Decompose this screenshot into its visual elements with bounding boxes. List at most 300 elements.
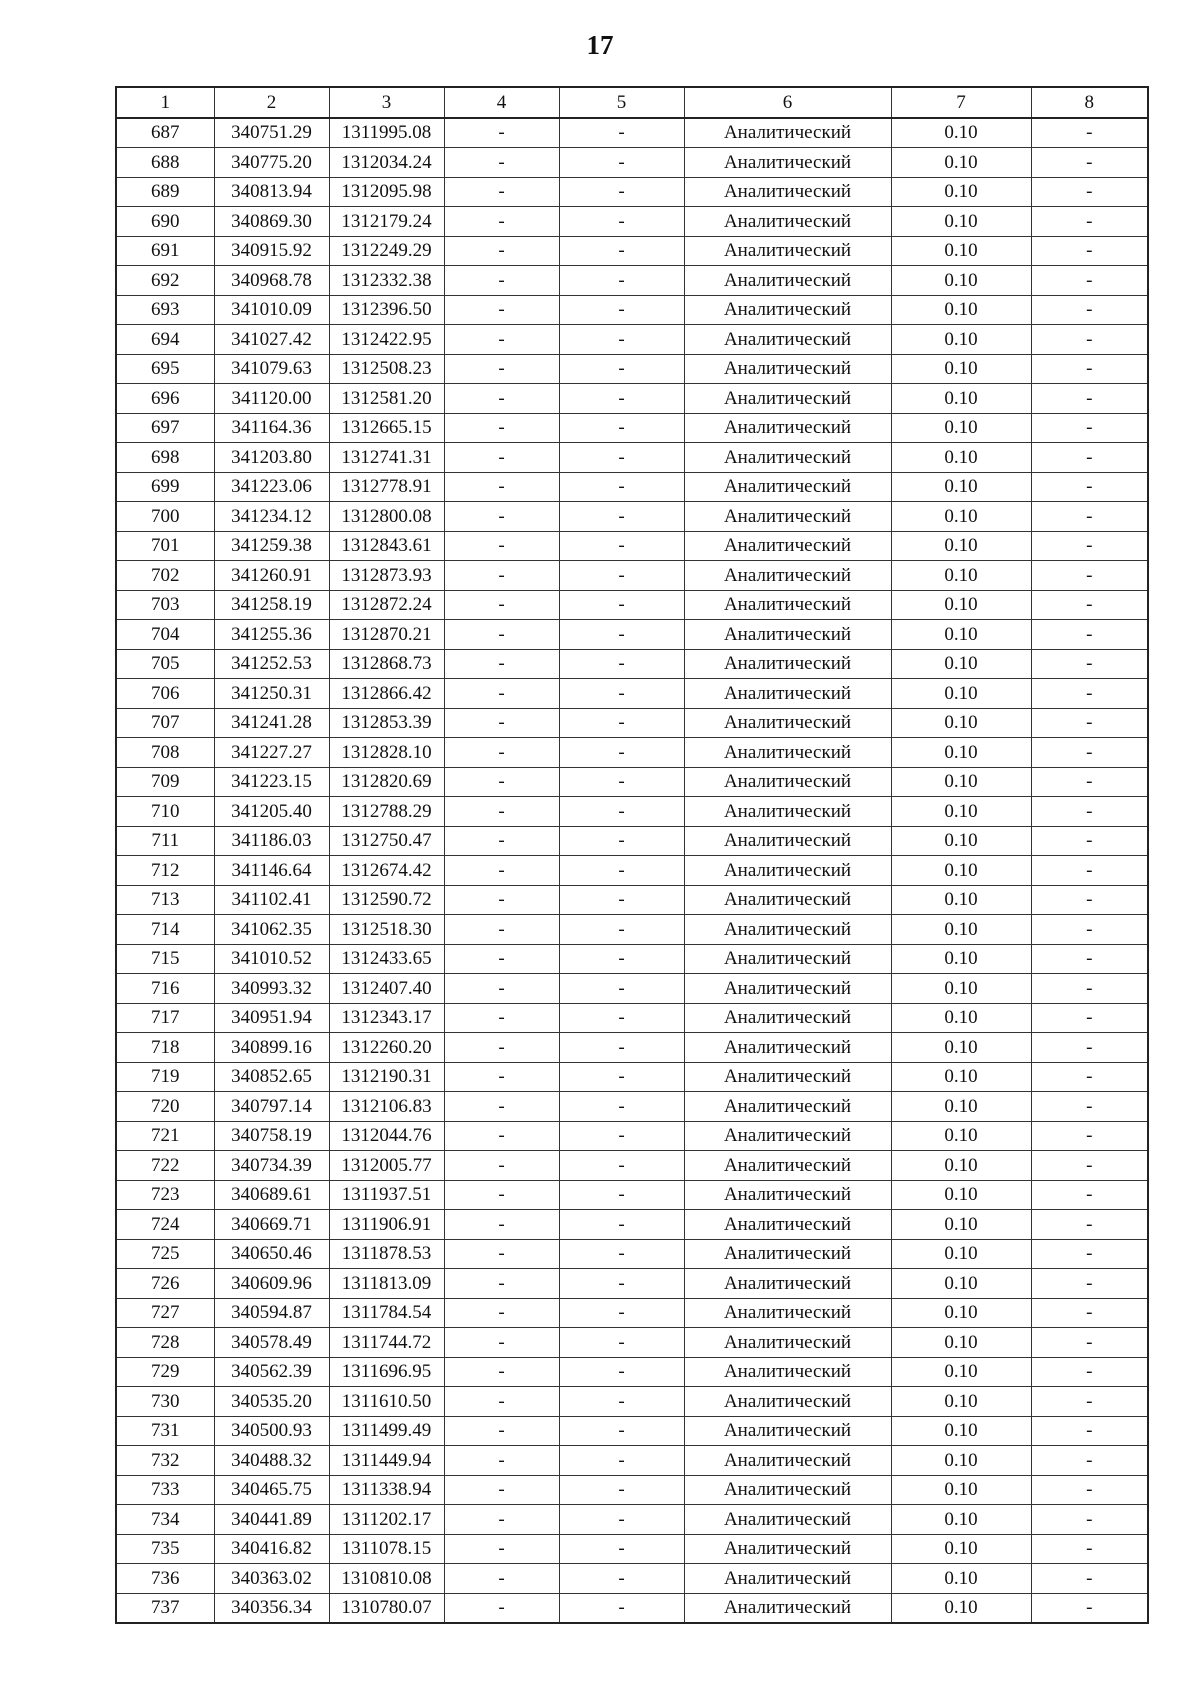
table-row — [116, 738, 1148, 768]
column-4-cell: - — [444, 620, 559, 650]
x-coordinate-cell: 340852.65 — [214, 1062, 329, 1092]
column-4-cell: - — [444, 1180, 559, 1210]
column-5-cell: - — [559, 1062, 684, 1092]
point-number-cell: 688 — [116, 148, 214, 178]
point-number-cell: 693 — [116, 295, 214, 325]
y-coordinate-cell: 1311449.94 — [329, 1446, 444, 1476]
point-number-cell: 715 — [116, 944, 214, 974]
column-8-cell: - — [1031, 1092, 1148, 1122]
accuracy-cell: 0.10 — [891, 472, 1031, 502]
x-coordinate-cell: 341010.09 — [214, 295, 329, 325]
x-coordinate-cell: 341259.38 — [214, 531, 329, 561]
method-cell: Аналитический — [684, 797, 891, 827]
x-coordinate-cell: 341234.12 — [214, 502, 329, 532]
y-coordinate-cell: 1312872.24 — [329, 590, 444, 620]
column-8-cell: - — [1031, 1505, 1148, 1535]
table-row — [116, 561, 1148, 591]
column-4-cell: - — [444, 1239, 559, 1269]
table-row — [116, 325, 1148, 355]
column-8-cell: - — [1031, 413, 1148, 443]
column-8-cell: - — [1031, 1033, 1148, 1063]
y-coordinate-cell: 1312800.08 — [329, 502, 444, 532]
accuracy-cell: 0.10 — [891, 974, 1031, 1004]
x-coordinate-cell: 340734.39 — [214, 1151, 329, 1181]
column-4-cell: - — [444, 1593, 559, 1623]
method-cell: Аналитический — [684, 826, 891, 856]
column-5-cell: - — [559, 413, 684, 443]
column-4-cell: - — [444, 856, 559, 886]
column-5-cell: - — [559, 708, 684, 738]
point-number-cell: 700 — [116, 502, 214, 532]
x-coordinate-cell: 340488.32 — [214, 1446, 329, 1476]
column-4-cell: - — [444, 767, 559, 797]
column-8-cell: - — [1031, 1151, 1148, 1181]
x-coordinate-cell: 341186.03 — [214, 826, 329, 856]
column-5-cell: - — [559, 738, 684, 768]
table-row — [116, 620, 1148, 650]
y-coordinate-cell: 1312260.20 — [329, 1033, 444, 1063]
column-5-cell: - — [559, 679, 684, 709]
point-number-cell: 698 — [116, 443, 214, 473]
accuracy-cell: 0.10 — [891, 1033, 1031, 1063]
table-row — [116, 1534, 1148, 1564]
column-8-cell: - — [1031, 590, 1148, 620]
y-coordinate-cell: 1311338.94 — [329, 1475, 444, 1505]
table-row — [116, 767, 1148, 797]
column-8-cell: - — [1031, 1298, 1148, 1328]
column-4-cell: - — [444, 1475, 559, 1505]
column-5-cell: - — [559, 1210, 684, 1240]
column-8-cell: - — [1031, 1210, 1148, 1240]
point-number-cell: 699 — [116, 472, 214, 502]
y-coordinate-cell: 1311202.17 — [329, 1505, 444, 1535]
point-number-cell: 722 — [116, 1151, 214, 1181]
table-row — [116, 944, 1148, 974]
column-5-cell: - — [559, 1121, 684, 1151]
table-row — [116, 148, 1148, 178]
accuracy-cell: 0.10 — [891, 1298, 1031, 1328]
method-cell: Аналитический — [684, 944, 891, 974]
column-5-cell: - — [559, 1003, 684, 1033]
y-coordinate-cell: 1312870.21 — [329, 620, 444, 650]
table-row — [116, 1328, 1148, 1358]
table-row — [116, 679, 1148, 709]
column-5-cell: - — [559, 384, 684, 414]
table-row — [116, 1593, 1148, 1623]
column-5-cell: - — [559, 915, 684, 945]
point-number-cell: 689 — [116, 177, 214, 207]
column-4-cell: - — [444, 679, 559, 709]
y-coordinate-cell: 1311878.53 — [329, 1239, 444, 1269]
x-coordinate-cell: 341260.91 — [214, 561, 329, 591]
y-coordinate-cell: 1312005.77 — [329, 1151, 444, 1181]
column-4-cell: - — [444, 531, 559, 561]
method-cell: Аналитический — [684, 856, 891, 886]
table-row — [116, 708, 1148, 738]
x-coordinate-cell: 340993.32 — [214, 974, 329, 1004]
accuracy-cell: 0.10 — [891, 207, 1031, 237]
y-coordinate-cell: 1312750.47 — [329, 826, 444, 856]
y-coordinate-cell: 1312590.72 — [329, 885, 444, 915]
x-coordinate-cell: 340775.20 — [214, 148, 329, 178]
column-8-cell: - — [1031, 944, 1148, 974]
point-number-cell: 694 — [116, 325, 214, 355]
accuracy-cell: 0.10 — [891, 443, 1031, 473]
column-8-cell: - — [1031, 531, 1148, 561]
column-4-cell: - — [444, 944, 559, 974]
column-5-cell: - — [559, 236, 684, 266]
method-cell: Аналитический — [684, 1475, 891, 1505]
method-cell: Аналитический — [684, 1564, 891, 1594]
accuracy-cell: 0.10 — [891, 413, 1031, 443]
point-number-cell: 705 — [116, 649, 214, 679]
accuracy-cell: 0.10 — [891, 354, 1031, 384]
y-coordinate-cell: 1312868.73 — [329, 649, 444, 679]
table-row — [116, 1121, 1148, 1151]
accuracy-cell: 0.10 — [891, 148, 1031, 178]
y-coordinate-cell: 1312249.29 — [329, 236, 444, 266]
column-5-cell: - — [559, 1416, 684, 1446]
point-number-cell: 737 — [116, 1593, 214, 1623]
method-cell: Аналитический — [684, 708, 891, 738]
accuracy-cell: 0.10 — [891, 826, 1031, 856]
point-number-cell: 725 — [116, 1239, 214, 1269]
x-coordinate-cell: 340797.14 — [214, 1092, 329, 1122]
column-4-cell: - — [444, 443, 559, 473]
point-number-cell: 732 — [116, 1446, 214, 1476]
x-coordinate-cell: 340609.96 — [214, 1269, 329, 1299]
table-row — [116, 118, 1148, 148]
method-cell: Аналитический — [684, 295, 891, 325]
column-5-cell: - — [559, 1239, 684, 1269]
x-coordinate-cell: 340968.78 — [214, 266, 329, 296]
y-coordinate-cell: 1312044.76 — [329, 1121, 444, 1151]
accuracy-cell: 0.10 — [891, 797, 1031, 827]
column-4-cell: - — [444, 590, 559, 620]
point-number-cell: 687 — [116, 118, 214, 148]
point-number-cell: 720 — [116, 1092, 214, 1122]
column-8-cell: - — [1031, 826, 1148, 856]
table-row — [116, 1564, 1148, 1594]
x-coordinate-cell: 340441.89 — [214, 1505, 329, 1535]
y-coordinate-cell: 1312095.98 — [329, 177, 444, 207]
column-5-cell: - — [559, 797, 684, 827]
x-coordinate-cell: 341223.15 — [214, 767, 329, 797]
column-8-cell: - — [1031, 708, 1148, 738]
x-coordinate-cell: 341255.36 — [214, 620, 329, 650]
column-4-cell: - — [444, 738, 559, 768]
table-row — [116, 207, 1148, 237]
method-cell: Аналитический — [684, 1328, 891, 1358]
table-row — [116, 1446, 1148, 1476]
method-cell: Аналитический — [684, 1092, 891, 1122]
method-cell: Аналитический — [684, 1033, 891, 1063]
column-5-cell: - — [559, 1298, 684, 1328]
accuracy-cell: 0.10 — [891, 1534, 1031, 1564]
point-number-cell: 731 — [116, 1416, 214, 1446]
column-header: 5 — [559, 87, 684, 118]
x-coordinate-cell: 341079.63 — [214, 354, 329, 384]
x-coordinate-cell: 340899.16 — [214, 1033, 329, 1063]
method-cell: Аналитический — [684, 1357, 891, 1387]
method-cell: Аналитический — [684, 1062, 891, 1092]
column-8-cell: - — [1031, 1328, 1148, 1358]
y-coordinate-cell: 1312422.95 — [329, 325, 444, 355]
accuracy-cell: 0.10 — [891, 295, 1031, 325]
column-5-cell: - — [559, 148, 684, 178]
method-cell: Аналитический — [684, 177, 891, 207]
point-number-cell: 707 — [116, 708, 214, 738]
accuracy-cell: 0.10 — [891, 531, 1031, 561]
method-cell: Аналитический — [684, 325, 891, 355]
point-number-cell: 711 — [116, 826, 214, 856]
table-row — [116, 413, 1148, 443]
column-8-cell: - — [1031, 885, 1148, 915]
table-row — [116, 1239, 1148, 1269]
x-coordinate-cell: 340578.49 — [214, 1328, 329, 1358]
column-8-cell: - — [1031, 915, 1148, 945]
y-coordinate-cell: 1311078.15 — [329, 1534, 444, 1564]
x-coordinate-cell: 340500.93 — [214, 1416, 329, 1446]
x-coordinate-cell: 341250.31 — [214, 679, 329, 709]
point-number-cell: 728 — [116, 1328, 214, 1358]
table-row — [116, 1357, 1148, 1387]
column-4-cell: - — [444, 1269, 559, 1299]
x-coordinate-cell: 341010.52 — [214, 944, 329, 974]
x-coordinate-cell: 340562.39 — [214, 1357, 329, 1387]
accuracy-cell: 0.10 — [891, 590, 1031, 620]
column-4-cell: - — [444, 1416, 559, 1446]
x-coordinate-cell: 340669.71 — [214, 1210, 329, 1240]
column-4-cell: - — [444, 974, 559, 1004]
method-cell: Аналитический — [684, 502, 891, 532]
x-coordinate-cell: 340465.75 — [214, 1475, 329, 1505]
point-number-cell: 718 — [116, 1033, 214, 1063]
y-coordinate-cell: 1312873.93 — [329, 561, 444, 591]
column-8-cell: - — [1031, 177, 1148, 207]
method-cell: Аналитический — [684, 649, 891, 679]
column-5-cell: - — [559, 1446, 684, 1476]
point-number-cell: 697 — [116, 413, 214, 443]
coordinates-table — [115, 86, 1149, 1624]
x-coordinate-cell: 341164.36 — [214, 413, 329, 443]
x-coordinate-cell: 341027.42 — [214, 325, 329, 355]
y-coordinate-cell: 1311744.72 — [329, 1328, 444, 1358]
accuracy-cell: 0.10 — [891, 1092, 1031, 1122]
column-5-cell: - — [559, 354, 684, 384]
column-5-cell: - — [559, 531, 684, 561]
method-cell: Аналитический — [684, 1446, 891, 1476]
x-coordinate-cell: 340915.92 — [214, 236, 329, 266]
y-coordinate-cell: 1312853.39 — [329, 708, 444, 738]
column-5-cell: - — [559, 856, 684, 886]
point-number-cell: 710 — [116, 797, 214, 827]
accuracy-cell: 0.10 — [891, 1593, 1031, 1623]
y-coordinate-cell: 1311696.95 — [329, 1357, 444, 1387]
table-row — [116, 384, 1148, 414]
column-8-cell: - — [1031, 1446, 1148, 1476]
x-coordinate-cell: 340758.19 — [214, 1121, 329, 1151]
accuracy-cell: 0.10 — [891, 502, 1031, 532]
column-4-cell: - — [444, 295, 559, 325]
point-number-cell: 712 — [116, 856, 214, 886]
accuracy-cell: 0.10 — [891, 679, 1031, 709]
point-number-cell: 716 — [116, 974, 214, 1004]
method-cell: Аналитический — [684, 354, 891, 384]
method-cell: Аналитический — [684, 561, 891, 591]
column-header: 3 — [329, 87, 444, 118]
y-coordinate-cell: 1310810.08 — [329, 1564, 444, 1594]
table-row — [116, 502, 1148, 532]
column-4-cell: - — [444, 148, 559, 178]
column-8-cell: - — [1031, 118, 1148, 148]
method-cell: Аналитический — [684, 1505, 891, 1535]
point-number-cell: 701 — [116, 531, 214, 561]
method-cell: Аналитический — [684, 266, 891, 296]
column-8-cell: - — [1031, 856, 1148, 886]
column-header: 4 — [444, 87, 559, 118]
column-8-cell: - — [1031, 266, 1148, 296]
accuracy-cell: 0.10 — [891, 856, 1031, 886]
column-8-cell: - — [1031, 1564, 1148, 1594]
accuracy-cell: 0.10 — [891, 266, 1031, 296]
y-coordinate-cell: 1312343.17 — [329, 1003, 444, 1033]
column-8-cell: - — [1031, 325, 1148, 355]
accuracy-cell: 0.10 — [891, 885, 1031, 915]
table-row — [116, 443, 1148, 473]
method-cell: Аналитический — [684, 1593, 891, 1623]
column-5-cell: - — [559, 1387, 684, 1417]
column-8-cell: - — [1031, 384, 1148, 414]
y-coordinate-cell: 1311937.51 — [329, 1180, 444, 1210]
y-coordinate-cell: 1312665.15 — [329, 413, 444, 443]
accuracy-cell: 0.10 — [891, 1269, 1031, 1299]
table-row — [116, 1180, 1148, 1210]
method-cell: Аналитический — [684, 885, 891, 915]
y-coordinate-cell: 1312396.50 — [329, 295, 444, 325]
column-5-cell: - — [559, 1092, 684, 1122]
y-coordinate-cell: 1312433.65 — [329, 944, 444, 974]
column-8-cell: - — [1031, 649, 1148, 679]
y-coordinate-cell: 1311813.09 — [329, 1269, 444, 1299]
column-4-cell: - — [444, 354, 559, 384]
column-4-cell: - — [444, 1505, 559, 1535]
point-number-cell: 727 — [116, 1298, 214, 1328]
method-cell: Аналитический — [684, 413, 891, 443]
method-cell: Аналитический — [684, 767, 891, 797]
column-4-cell: - — [444, 502, 559, 532]
column-4-cell: - — [444, 207, 559, 237]
method-cell: Аналитический — [684, 620, 891, 650]
method-cell: Аналитический — [684, 1269, 891, 1299]
point-number-cell: 733 — [116, 1475, 214, 1505]
y-coordinate-cell: 1312179.24 — [329, 207, 444, 237]
column-8-cell: - — [1031, 1534, 1148, 1564]
y-coordinate-cell: 1312741.31 — [329, 443, 444, 473]
column-4-cell: - — [444, 561, 559, 591]
column-5-cell: - — [559, 1357, 684, 1387]
column-5-cell: - — [559, 207, 684, 237]
column-5-cell: - — [559, 472, 684, 502]
accuracy-cell: 0.10 — [891, 1003, 1031, 1033]
column-8-cell: - — [1031, 1003, 1148, 1033]
point-number-cell: 703 — [116, 590, 214, 620]
accuracy-cell: 0.10 — [891, 1416, 1031, 1446]
column-8-cell: - — [1031, 1416, 1148, 1446]
column-4-cell: - — [444, 266, 559, 296]
table-row — [116, 856, 1148, 886]
column-5-cell: - — [559, 325, 684, 355]
x-coordinate-cell: 340363.02 — [214, 1564, 329, 1594]
y-coordinate-cell: 1312778.91 — [329, 472, 444, 502]
point-number-cell: 709 — [116, 767, 214, 797]
x-coordinate-cell: 341258.19 — [214, 590, 329, 620]
method-cell: Аналитический — [684, 1298, 891, 1328]
x-coordinate-cell: 341205.40 — [214, 797, 329, 827]
column-8-cell: - — [1031, 620, 1148, 650]
y-coordinate-cell: 1312788.29 — [329, 797, 444, 827]
table-row — [116, 1387, 1148, 1417]
column-header: 1 — [116, 87, 214, 118]
column-5-cell: - — [559, 944, 684, 974]
column-8-cell: - — [1031, 679, 1148, 709]
method-cell: Аналитический — [684, 1239, 891, 1269]
column-5-cell: - — [559, 266, 684, 296]
table-row — [116, 1475, 1148, 1505]
method-cell: Аналитический — [684, 472, 891, 502]
page-number: 17 — [586, 30, 614, 60]
column-5-cell: - — [559, 826, 684, 856]
method-cell: Аналитический — [684, 915, 891, 945]
method-cell: Аналитический — [684, 1003, 891, 1033]
column-8-cell: - — [1031, 974, 1148, 1004]
accuracy-cell: 0.10 — [891, 1564, 1031, 1594]
accuracy-cell: 0.10 — [891, 177, 1031, 207]
column-8-cell: - — [1031, 1121, 1148, 1151]
y-coordinate-cell: 1312407.40 — [329, 974, 444, 1004]
accuracy-cell: 0.10 — [891, 915, 1031, 945]
x-coordinate-cell: 340650.46 — [214, 1239, 329, 1269]
x-coordinate-cell: 340535.20 — [214, 1387, 329, 1417]
y-coordinate-cell: 1311499.49 — [329, 1416, 444, 1446]
column-8-cell: - — [1031, 207, 1148, 237]
column-8-cell: - — [1031, 472, 1148, 502]
column-4-cell: - — [444, 1003, 559, 1033]
table-row — [116, 531, 1148, 561]
column-8-cell: - — [1031, 1475, 1148, 1505]
column-8-cell: - — [1031, 767, 1148, 797]
column-8-cell: - — [1031, 1180, 1148, 1210]
table-row — [116, 885, 1148, 915]
point-number-cell: 734 — [116, 1505, 214, 1535]
method-cell: Аналитический — [684, 1151, 891, 1181]
point-number-cell: 735 — [116, 1534, 214, 1564]
method-cell: Аналитический — [684, 1180, 891, 1210]
x-coordinate-cell: 341241.28 — [214, 708, 329, 738]
accuracy-cell: 0.10 — [891, 944, 1031, 974]
x-coordinate-cell: 341120.00 — [214, 384, 329, 414]
column-5-cell: - — [559, 1505, 684, 1535]
method-cell: Аналитический — [684, 148, 891, 178]
table-row — [116, 177, 1148, 207]
method-cell: Аналитический — [684, 118, 891, 148]
point-number-cell: 729 — [116, 1357, 214, 1387]
column-8-cell: - — [1031, 1269, 1148, 1299]
column-5-cell: - — [559, 1534, 684, 1564]
column-5-cell: - — [559, 177, 684, 207]
method-cell: Аналитический — [684, 590, 891, 620]
accuracy-cell: 0.10 — [891, 1151, 1031, 1181]
